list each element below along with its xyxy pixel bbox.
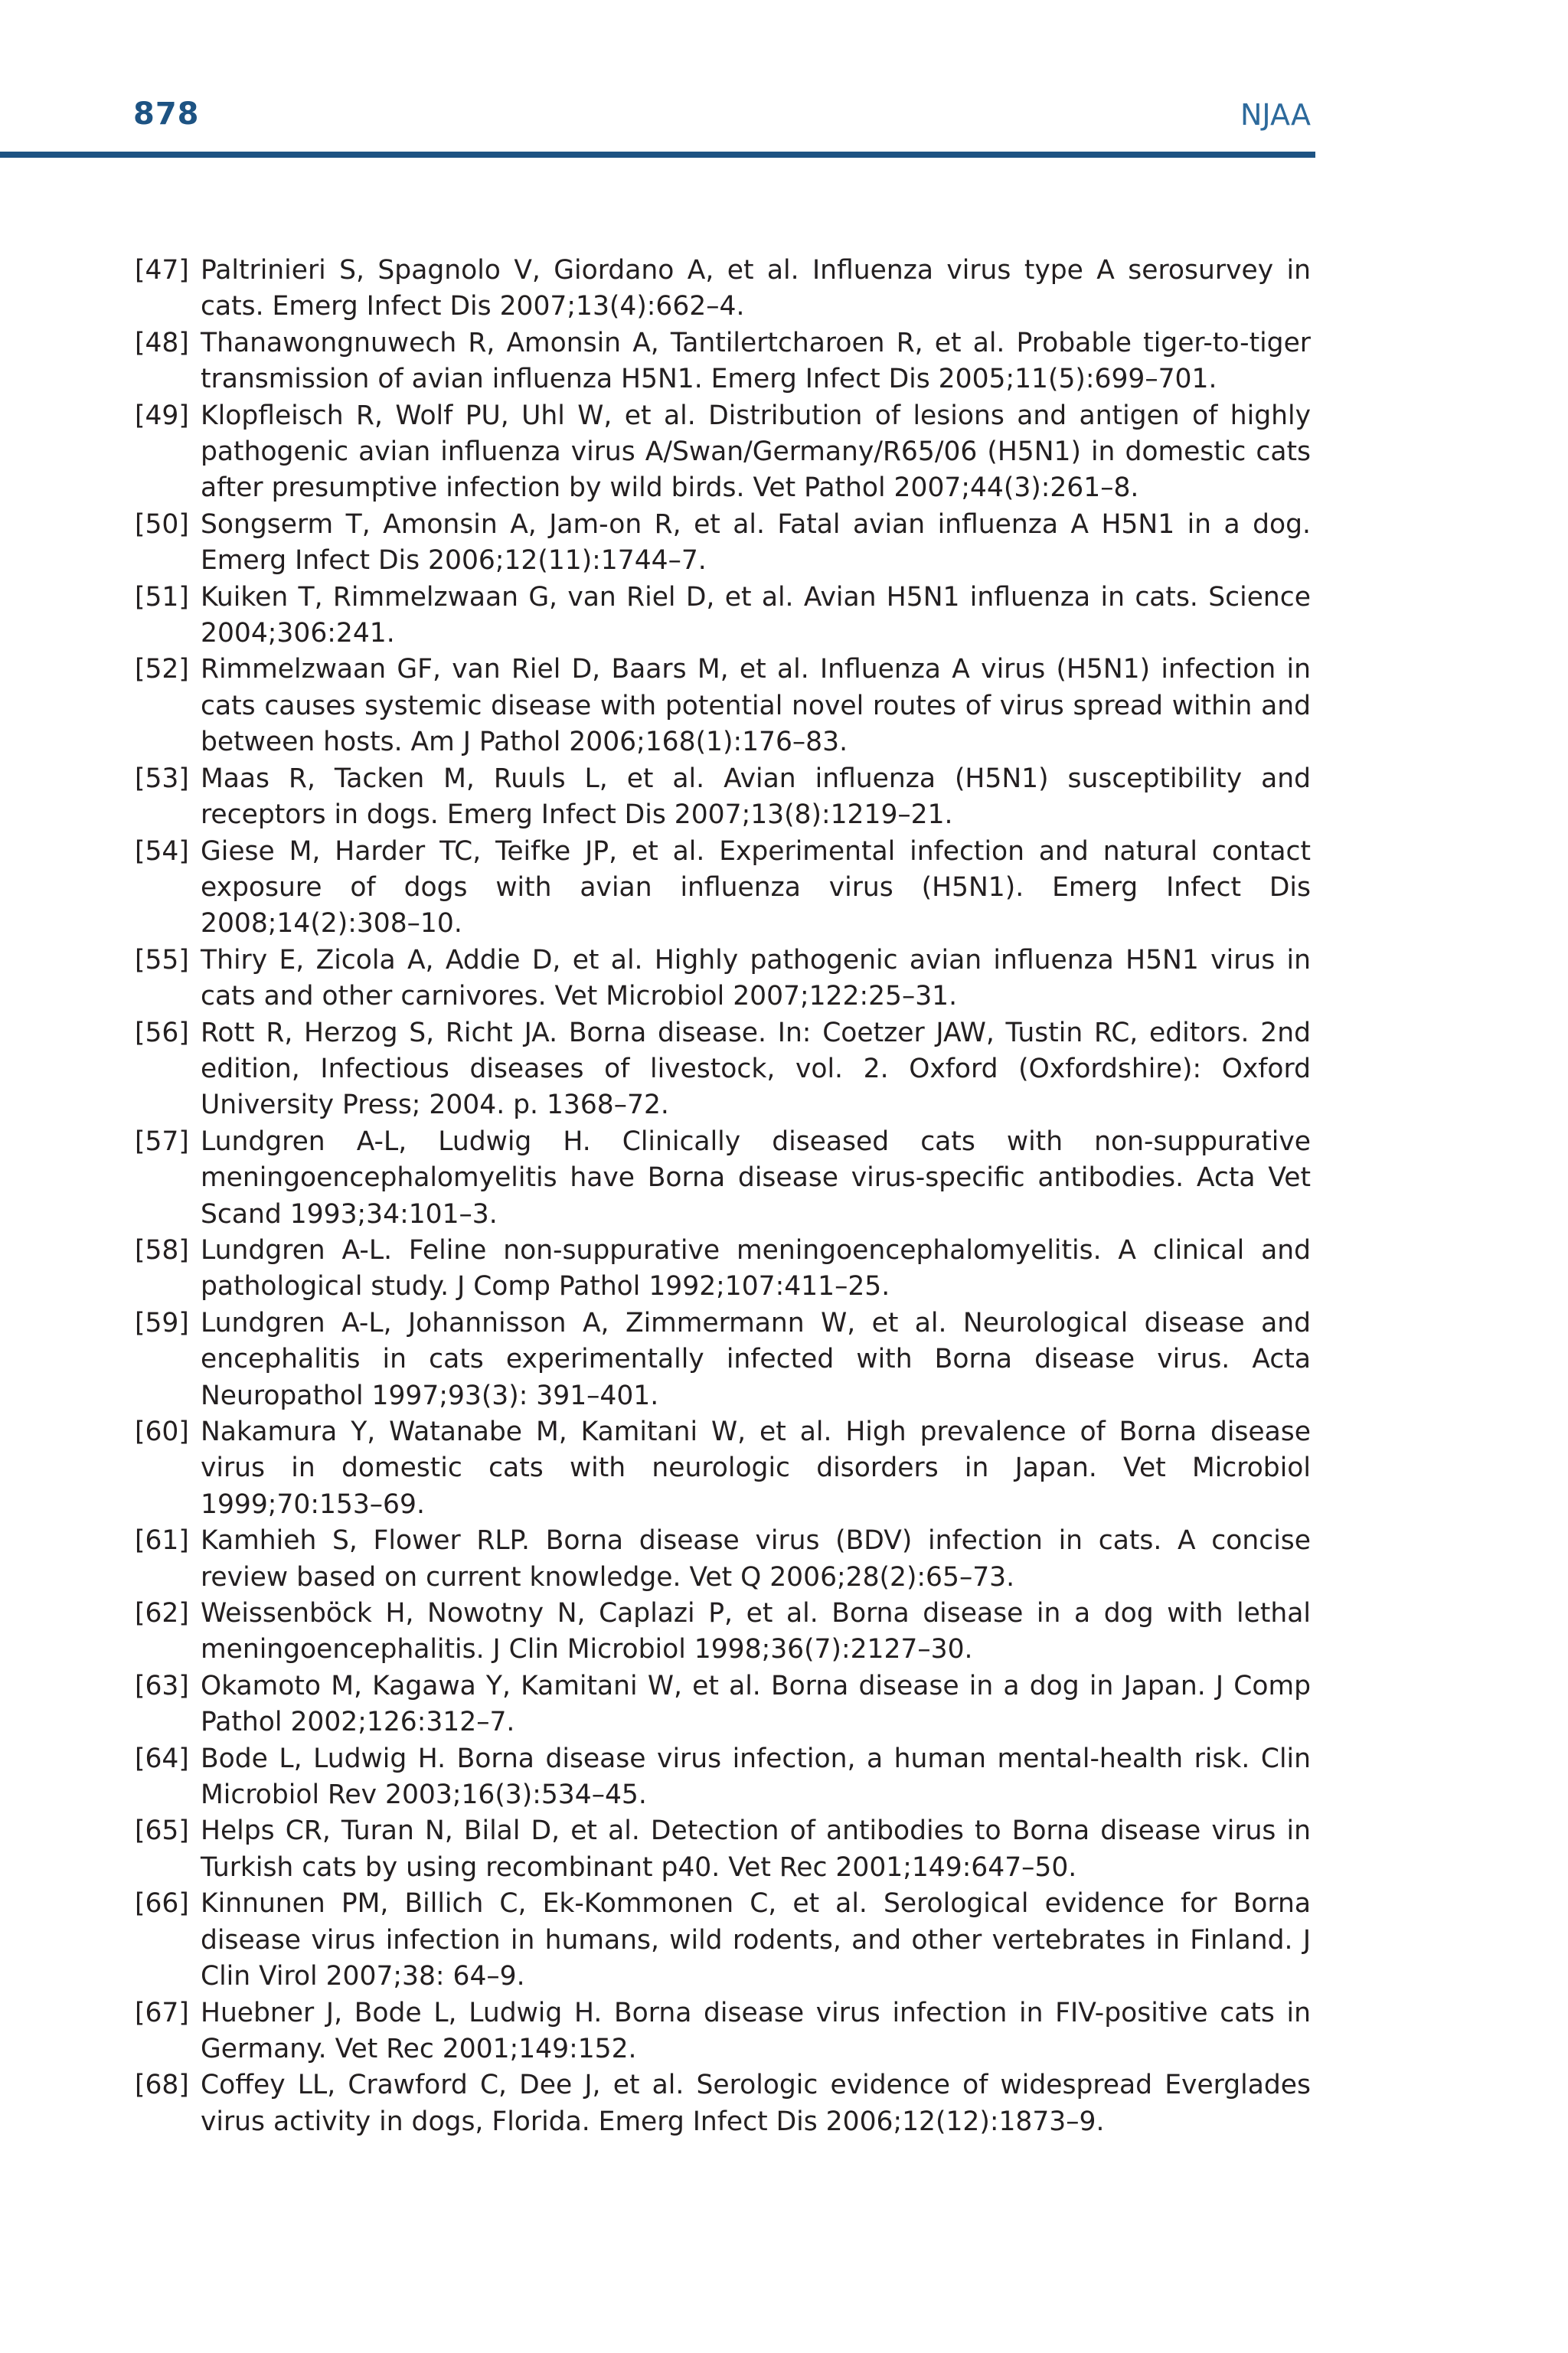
reference-number: [67] — [135, 1997, 189, 2028]
reference-text: Kinnunen PM, Billich C, Ek-Kommonen C, et al. Serological evidence for Borna disease virus infection in humans, wild rodents, and other vertebrates in Finland. J Clin Virol 2007;38: 64–9. — [201, 1888, 1311, 1992]
reference-number: [56] — [135, 1017, 189, 1048]
reference-text: Okamoto M, Kagawa Y, Kamitani W, et al. Borna disease in a dog in Japan. J Comp Pathol 2002;126:312–7. — [201, 1670, 1311, 1738]
reference-item — [135, 1813, 1311, 1886]
reference-number: [49] — [135, 400, 189, 431]
reference-number: [47] — [135, 255, 189, 286]
reference-number: [60] — [135, 1417, 189, 1447]
reference-number: [52] — [135, 654, 189, 685]
reference-number: [65] — [135, 1815, 189, 1847]
reference-item — [135, 1124, 1311, 1233]
reference-item — [135, 580, 1311, 652]
reference-item — [135, 1414, 1311, 1523]
reference-item — [135, 1306, 1311, 1414]
reference-list — [135, 253, 1311, 2140]
reference-number: [50] — [135, 508, 189, 540]
reference-text: Lundgren A-L. Feline non-suppurative meningoencephalomyelitis. A clinical and pathological study. J Comp Pathol 1992;107:411–25. — [201, 1234, 1311, 1302]
reference-number: [59] — [135, 1307, 189, 1338]
reference-item — [135, 652, 1311, 760]
reference-text: Lundgren A-L, Johannisson A, Zimmermann W, et al. Neurological disease and encephalitis in cats experimentally infected with Borna disease virus. Acta Neuropathol 1997;93(3): 391–401. — [201, 1307, 1311, 1411]
reference-number: [55] — [135, 944, 189, 976]
reference-number: [68] — [135, 2070, 189, 2101]
reference-text: Kuiken T, Rimmelzwaan G, van Riel D, et al. Avian H5N1 influenza in cats. Science 2004;306:241. — [201, 581, 1311, 649]
reference-item — [135, 325, 1311, 398]
reference-number: [54] — [135, 835, 189, 867]
reference-item — [135, 507, 1311, 580]
reference-text: Giese M, Harder TC, Teifke JP, et al. Experimental infection and natural contact exposure of dogs with avian influenza virus (H5N1). Emerg Infect Dis 2008;14(2):308–10. — [201, 835, 1311, 940]
reference-number: [62] — [135, 1598, 189, 1629]
reference-item — [135, 1233, 1311, 1306]
reference-text: Paltrinieri S, Spagnolo V, Giordano A, et al. Influenza virus type A serosurvey in cats. Emerg Infect Dis 2007;13(4):662–4. — [201, 255, 1311, 322]
reference-item — [135, 1015, 1311, 1124]
reference-item — [135, 1741, 1311, 1814]
reference-text: Rott R, Herzog S, Richt JA. Borna disease. In: Coetzer JAW, Tustin RC, editors. 2nd edition, Infectious diseases of livestock, vol. 2. Oxford (Oxfordshire): Oxford University Press; 2004. p. 1368–72. — [201, 1017, 1311, 1121]
reference-text: Kamhieh S, Flower RLP. Borna disease virus (BDV) infection in cats. A concise review based on current knowledge. Vet Q 2006;28(2):65–73. — [201, 1525, 1311, 1593]
reference-item — [135, 834, 1311, 943]
reference-number: [64] — [135, 1743, 189, 1774]
page-number: 878 — [133, 96, 200, 132]
reference-text: Weissenböck H, Nowotny N, Caplazi P, et al. Borna disease in a dog with lethal meningoencephalitis. J Clin Microbiol 1998;36(7):2127–30. — [201, 1598, 1311, 1665]
reference-item — [135, 1668, 1311, 1741]
reference-item — [135, 1523, 1311, 1596]
reference-item — [135, 943, 1311, 1015]
reference-text: Lundgren A-L, Ludwig H. Clinically diseased cats with non-suppurative meningoencephalomyelitis have Borna disease virus-specific antibodies. Acta Vet Scand 1993;34:101–3. — [201, 1126, 1311, 1230]
reference-number: [51] — [135, 581, 189, 613]
reference-text: Bode L, Ludwig H. Borna disease virus infection, a human mental-health risk. Clin Microbiol Rev 2003;16(3):534–45. — [201, 1743, 1311, 1811]
reference-number: [66] — [135, 1888, 189, 1920]
reference-text: Klopfleisch R, Wolf PU, Uhl W, et al. Distribution of lesions and antigen of highly pathogenic avian influenza virus A/Swan/Germany/R65/06 (H5N1) in domestic cats after presumptive infection by wild birds. Vet Pathol 2007;44(3):261–8. — [201, 400, 1311, 504]
reference-text: Nakamura Y, Watanabe M, Kamitani W, et al. High prevalence of Borna disease virus in domestic cats with neurologic disorders in Japan. Vet Microbiol 1999;70:153–69. — [201, 1417, 1311, 1520]
reference-text: Thiry E, Zicola A, Addie D, et al. Highly pathogenic avian influenza H5N1 virus in cats and other carnivores. Vet Microbiol 2007;122:25–31. — [201, 944, 1311, 1012]
reference-item — [135, 761, 1311, 834]
page-header — [0, 0, 1315, 162]
reference-item — [135, 1596, 1311, 1668]
reference-number: [53] — [135, 763, 189, 794]
reference-text: Rimmelzwaan GF, van Riel D, Baars M, et al. Influenza A virus (H5N1) infection in cats causes systemic disease with potential novel routes of virus spread within and between hosts. Am J Pathol 2006;168(1):176–83. — [201, 654, 1311, 758]
reference-number: [58] — [135, 1234, 189, 1266]
reference-item — [135, 253, 1311, 325]
journal-name: NJAA — [1240, 98, 1311, 132]
reference-item — [135, 1995, 1311, 2068]
reference-item — [135, 1886, 1311, 1995]
header-rule — [0, 152, 1315, 158]
reference-number: [57] — [135, 1126, 189, 1157]
reference-number: [63] — [135, 1670, 189, 1701]
reference-text: Huebner J, Bode L, Ludwig H. Borna disease virus infection in FIV-positive cats in Germany. Vet Rec 2001;149:152. — [201, 1997, 1311, 2064]
reference-text: Coffey LL, Crawford C, Dee J, et al. Serologic evidence of widespread Everglades virus activity in dogs, Florida. Emerg Infect Dis 2006;12(12):1873–9. — [201, 2070, 1311, 2137]
reference-text: Thanawongnuwech R, Amonsin A, Tantilertcharoen R, et al. Probable tiger-to-tiger transmission of avian influenza H5N1. Emerg Infect Dis 2005;11(5):699–701. — [201, 327, 1311, 395]
reference-item — [135, 398, 1311, 507]
reference-text: Songserm T, Amonsin A, Jam-on R, et al. Fatal avian influenza A H5N1 in a dog. Emerg Infect Dis 2006;12(11):1744–7. — [201, 508, 1311, 577]
reference-number: [61] — [135, 1525, 189, 1557]
reference-number: [48] — [135, 327, 189, 358]
reference-item — [135, 2067, 1311, 2140]
reference-text: Maas R, Tacken M, Ruuls L, et al. Avian influenza (H5N1) susceptibility and receptors in dogs. Emerg Infect Dis 2007;13(8):1219–21. — [201, 763, 1311, 831]
reference-text: Helps CR, Turan N, Bilal D, et al. Detection of antibodies to Borna disease virus in Turkish cats by using recombinant p40. Vet Rec 2001;149:647–50. — [201, 1815, 1311, 1883]
